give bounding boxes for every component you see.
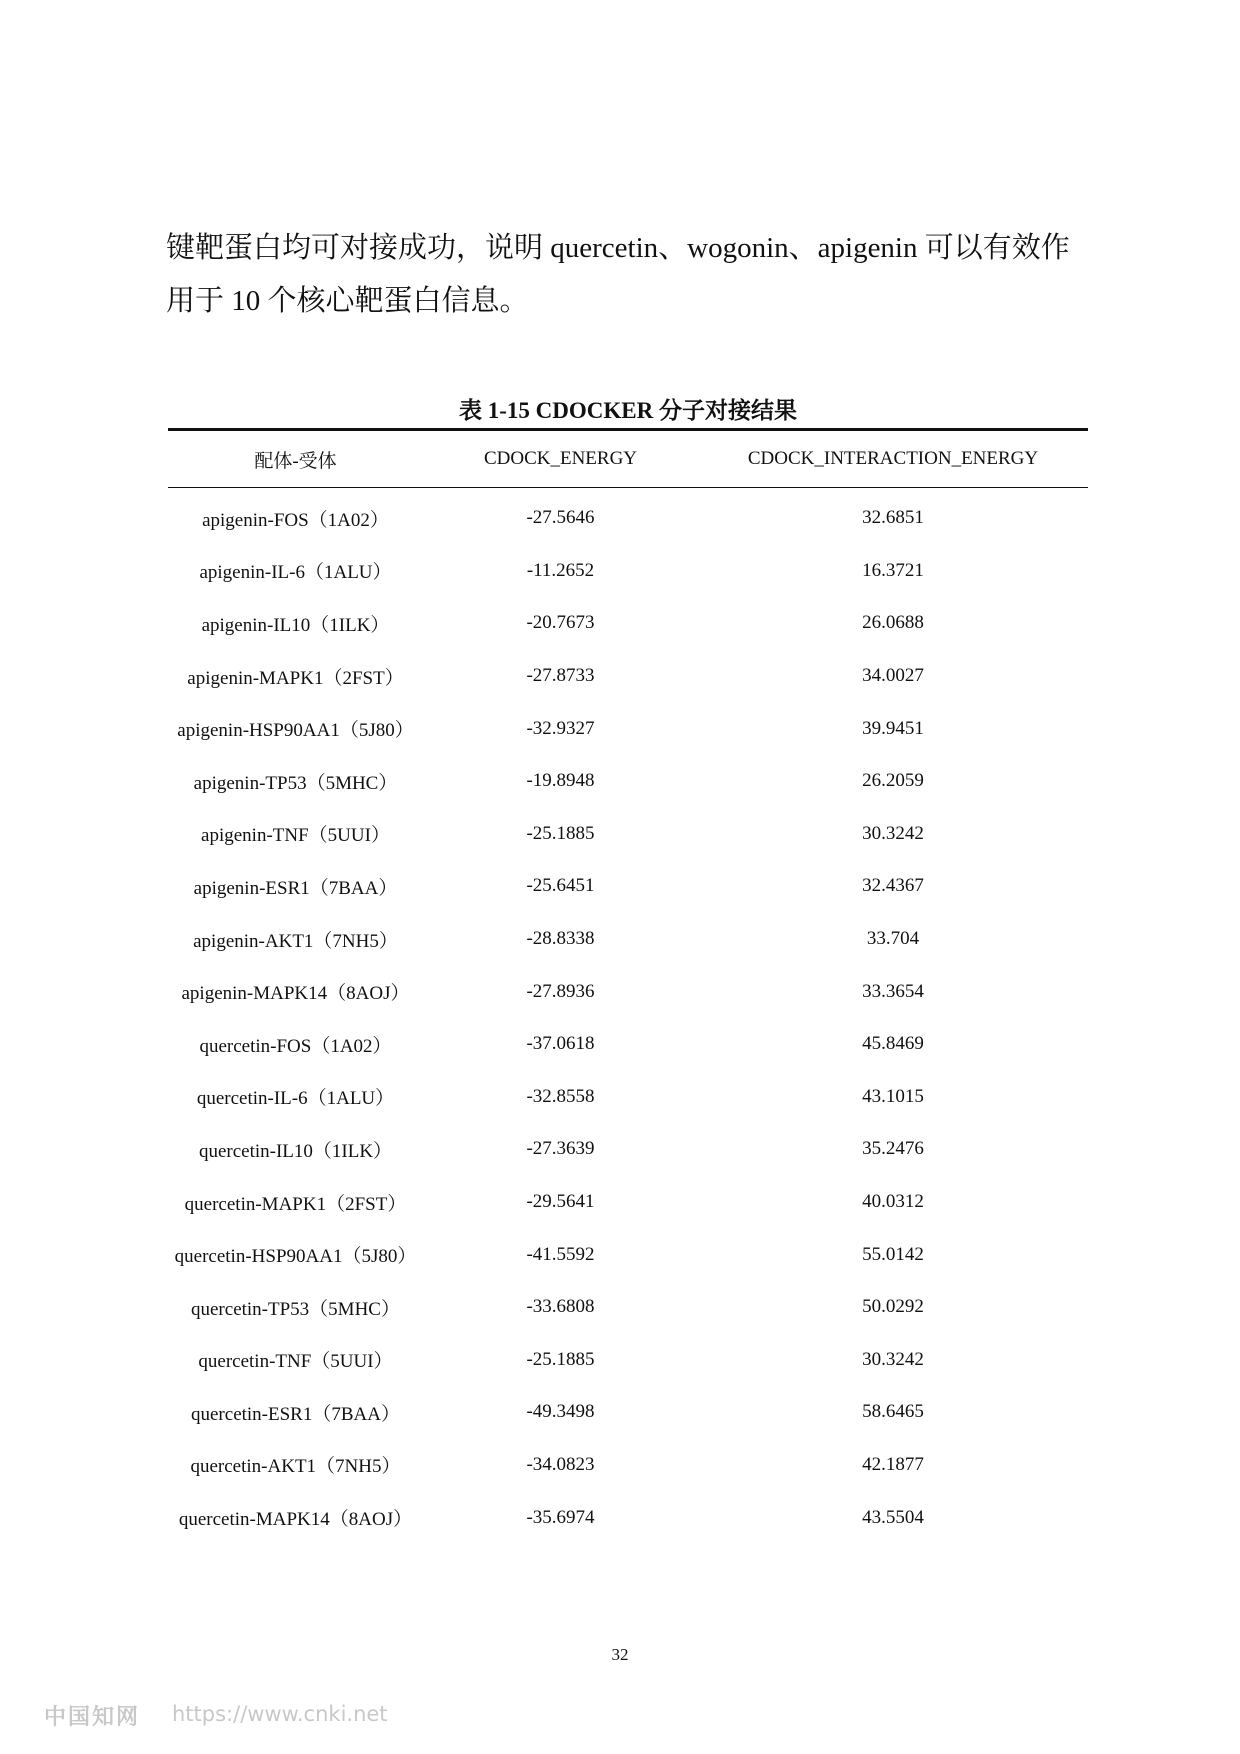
cell-ligand-receptor: apigenin-FOS（1A02） [202,509,389,531]
table-caption: 表 1-15 CDOCKER 分子对接结果 [459,398,797,423]
cell-ligand-receptor: apigenin-MAPK1（2FST） [187,667,404,689]
docking-results-table [168,428,1088,1544]
cell-cdock-interaction-energy: 43.1015 [862,1085,924,1107]
table-row [168,597,1088,650]
page-number: 32 [611,1645,629,1664]
cell-cdock-energy: -19.8948 [526,770,595,792]
table-row [168,488,1088,545]
cnki-brand-watermark: 中国知网 [44,1705,141,1730]
cell-ligand-receptor: quercetin-IL10（1ILK） [198,1140,393,1162]
cell-cdock-energy: -41.5592 [526,1243,595,1265]
cell-ligand-receptor: quercetin-TNF（5UUI） [198,1351,393,1373]
table-row [168,1439,1088,1492]
paragraph-line-1: 键靶蛋白均可对接成功，说明 quercetin、wogonin、apigenin 可以有效作 [166,232,1070,264]
cell-ligand-receptor: quercetin-IL-6（1ALU） [196,1088,395,1110]
cell-cdock-interaction-energy: 34.0027 [862,665,924,687]
cnki-url-watermark: https://www.cnki.net [172,1702,388,1726]
cell-cdock-interaction-energy: 55.0142 [862,1243,924,1265]
cell-ligand-receptor: quercetin-FOS（1A02） [199,1035,392,1057]
table-header [168,430,1088,488]
table-row [168,650,1088,703]
cell-cdock-interaction-energy: 39.9451 [862,717,924,739]
table-row [168,808,1088,861]
cell-ligand-receptor: apigenin-HSP90AA1（5J80） [177,720,414,742]
cell-cdock-interaction-energy: 26.0688 [862,612,924,634]
cell-cdock-energy: -33.6808 [526,1296,595,1318]
cell-ligand-receptor: quercetin-AKT1（7NH5） [190,1456,401,1478]
table-row [168,755,1088,808]
cell-cdock-interaction-energy: 30.3242 [862,1348,924,1370]
cell-cdock-energy: -34.0823 [526,1453,595,1475]
cell-cdock-energy: -37.0618 [526,1033,595,1055]
docking-results-table-container [168,428,1088,1544]
cell-cdock-energy: -35.6974 [526,1506,595,1528]
cell-ligand-receptor: apigenin-TNF（5UUI） [201,825,390,847]
cell-cdock-interaction-energy: 26.2059 [862,770,924,792]
cell-cdock-energy: -25.1885 [526,1348,595,1370]
column-header-cdock-interaction-energy: CDOCK_INTERACTION_ENERGY [747,448,1039,469]
table-row [168,1176,1088,1229]
cell-cdock-energy: -27.8733 [526,665,595,687]
cell-cdock-energy: -27.8936 [526,980,595,1002]
cell-cdock-interaction-energy: 33.3654 [862,980,924,1002]
table-header-row [168,430,1088,488]
cell-ligand-receptor: apigenin-TP53（5MHC） [193,772,398,794]
table-row [168,545,1088,598]
table-row [168,1123,1088,1176]
cell-cdock-energy: -29.5641 [526,1191,595,1213]
cell-cdock-interaction-energy: 35.2476 [862,1138,924,1160]
cell-ligand-receptor: apigenin-AKT1（7NH5） [193,930,398,952]
cell-ligand-receptor: apigenin-IL-6（1ALU） [199,562,392,584]
cell-cdock-energy: -25.6451 [526,875,595,897]
table-row [168,1281,1088,1334]
cell-cdock-energy: -27.5646 [526,507,595,529]
cell-cdock-energy: -27.3639 [526,1138,595,1160]
table-row [168,1334,1088,1387]
cell-ligand-receptor: apigenin-IL10（1ILK） [201,614,390,636]
table-row [168,1386,1088,1439]
cell-cdock-interaction-energy: 43.5504 [862,1506,924,1528]
cell-cdock-energy: -28.8338 [526,928,595,950]
column-header-cdock-energy: CDOCK_ENERGY [483,448,638,469]
cell-cdock-interaction-energy: 42.1877 [862,1453,924,1475]
body-paragraph [166,222,1096,328]
table-row [168,913,1088,966]
cell-cdock-energy: -20.7673 [526,612,595,634]
cell-cdock-interaction-energy: 32.4367 [862,875,924,897]
paragraph-line-2: 用于 10 个核心靶蛋白信息。 [166,285,529,317]
cell-ligand-receptor: apigenin-ESR1（7BAA） [193,877,398,899]
cell-cdock-energy: -32.9327 [526,717,595,739]
table-row [168,1071,1088,1124]
column-header-ligand-receptor: 配体-受体 [254,450,337,472]
cell-cdock-interaction-energy: 40.0312 [862,1191,924,1213]
cell-cdock-interaction-energy: 50.0292 [862,1296,924,1318]
table-row [168,1228,1088,1281]
cell-cdock-energy: -32.8558 [526,1085,595,1107]
cell-cdock-energy: -11.2652 [526,559,595,581]
table-body [168,488,1088,1544]
table-row [168,860,1088,913]
cell-cdock-interaction-energy: 30.3242 [862,822,924,844]
cell-cdock-energy: -25.1885 [526,822,595,844]
cell-cdock-energy: -49.3498 [526,1401,595,1423]
cell-ligand-receptor: quercetin-MAPK14（8AOJ） [178,1509,413,1531]
cell-cdock-interaction-energy: 32.6851 [862,507,924,529]
cell-cdock-interaction-energy: 33.704 [866,928,920,950]
cell-cdock-interaction-energy: 45.8469 [862,1033,924,1055]
cell-cdock-interaction-energy: 58.6465 [862,1401,924,1423]
cell-cdock-interaction-energy: 16.3721 [862,559,924,581]
table-row [168,702,1088,755]
cell-ligand-receptor: quercetin-MAPK1（2FST） [184,1193,407,1215]
table-row [168,1491,1088,1544]
table-row [168,1018,1088,1071]
cell-ligand-receptor: quercetin-TP53（5MHC） [191,1298,400,1320]
cell-ligand-receptor: quercetin-HSP90AA1（5J80） [174,1246,417,1268]
cell-ligand-receptor: apigenin-MAPK14（8AOJ） [181,983,410,1005]
table-row [168,965,1088,1018]
cell-ligand-receptor: quercetin-ESR1（7BAA） [191,1403,400,1425]
